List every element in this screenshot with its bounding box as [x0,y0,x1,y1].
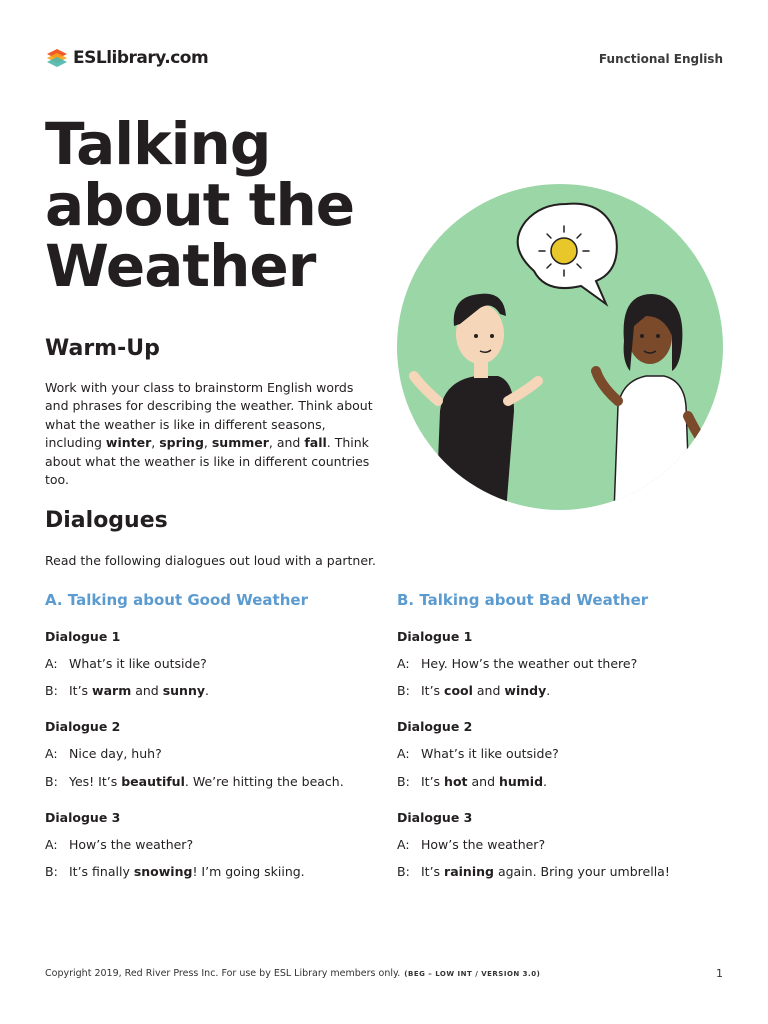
weather-conversation-illustration [396,176,724,512]
dialogue-line: B: It’s finally snowing! I’m going skiing. [45,864,305,879]
dialogue-line: A: What’s it like outside? [45,656,207,671]
dialogue-line: B: It’s hot and humid. [397,774,548,789]
dialogue-line: A: How’s the weather? [397,837,546,852]
logo-text: ESLlibrary.com [73,48,209,68]
dialogue-line: B: It’s cool and windy. [397,683,551,698]
section-label: Functional English [598,52,723,66]
dialogue-label: Dialogue 3 [397,810,473,825]
dialogue-line: B: It’s warm and sunny. [45,683,209,698]
dialogues-heading: Dialogues [45,508,168,533]
warmup-paragraph: Work with your class to brainstorm English words and phrases for describing the weather. Think about what the weather is like in different seasons, including winter, spring, summer, and fall. Think about what the weather is like in different countries too. [45,380,373,488]
dialogue-label: Dialogue 2 [45,719,121,734]
dialogues-intro: Read the following dialogues out loud with a partner. [45,553,376,568]
dialogue-line: A: How’s the weather? [45,837,194,852]
footer-level: (BEG – LOW INT / VERSION 3.0) [404,970,541,978]
dialogue-label: Dialogue 1 [397,629,473,644]
logo-stack-icon [45,46,69,70]
dialogue-label: Dialogue 3 [45,810,121,825]
dialogue-label: Dialogue 2 [397,719,473,734]
column-a-heading: A. Talking about Good Weather [45,591,308,609]
dialogue-line: A: What’s it like outside? [397,746,559,761]
page-number: 1 [716,967,723,980]
dialogue-line: A: Hey. How’s the weather out there? [397,656,638,671]
column-b-heading: B. Talking about Bad Weather [397,591,649,609]
footer-copyright: Copyright 2019, Red River Press Inc. For use by ESL Library members only. (BEG – LOW INT / VERSION 3.0) [45,968,541,979]
dialogue-line: B: It’s raining again. Bring your umbrella! [397,864,670,879]
esl-library-logo [45,45,208,71]
dialogue-line: A: Nice day, huh? [45,746,162,761]
page-title: Talking about the Weather [45,110,355,300]
dialogue-line: B: Yes! It’s beautiful. We’re hitting the beach. [45,774,344,789]
warmup-heading: Warm-Up [45,336,160,361]
dialogue-label: Dialogue 1 [45,629,121,644]
